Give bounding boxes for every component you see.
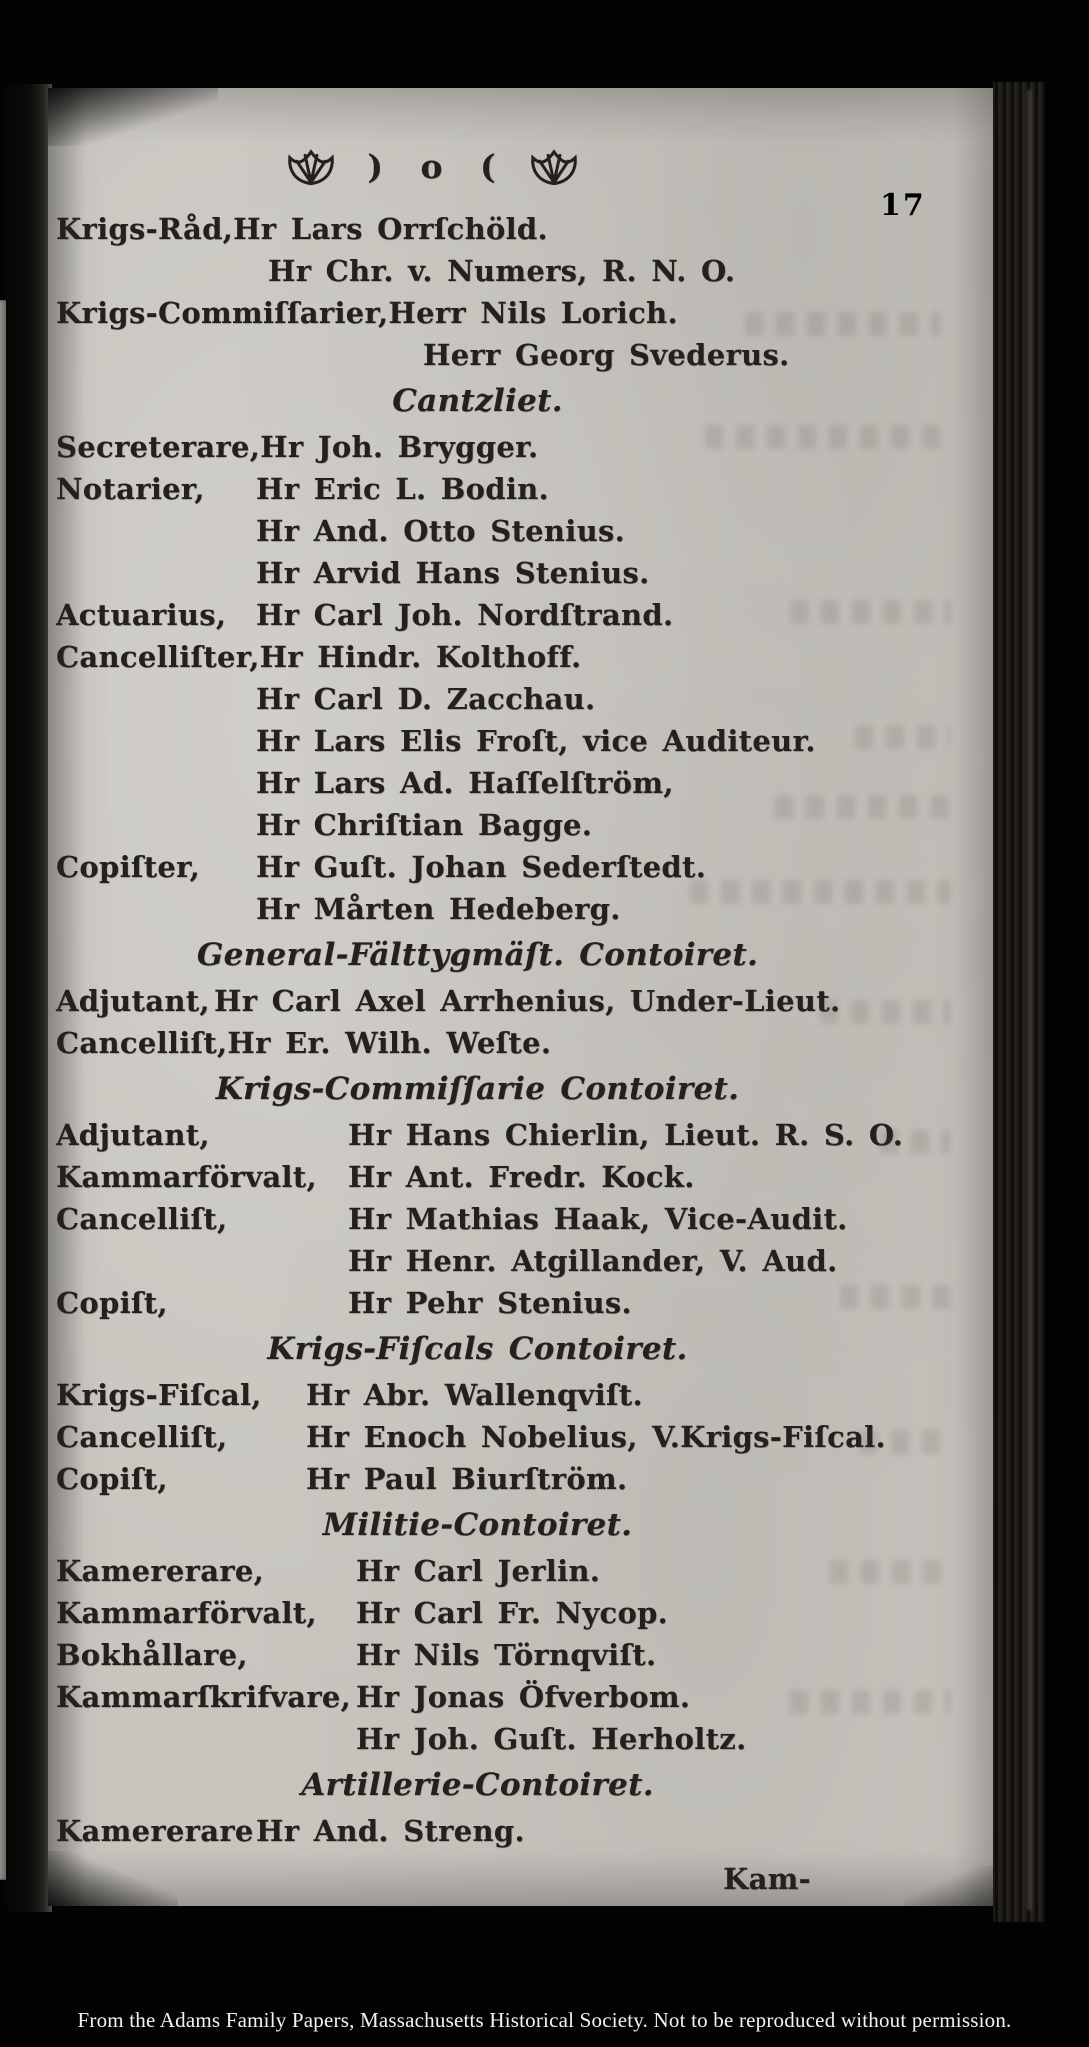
register-row <box>56 678 959 720</box>
role-label: Krigs-Råd, <box>56 212 234 246</box>
register-row <box>56 1592 959 1634</box>
bleedthrough-smudge <box>855 725 950 749</box>
role-label: Actuarius, <box>56 598 227 632</box>
register-row <box>56 552 959 594</box>
person-name: Hr Er. Wilh. Weſte. <box>227 1026 552 1060</box>
shell-ornament-icon <box>285 146 337 186</box>
person-name: Hr Carl Joh. Nordſtrand. <box>256 598 674 632</box>
person-name: Hr Chr. v. Numers, R. N. O. <box>268 254 736 288</box>
person-name: Hr Lars Orrſchöld. <box>233 212 548 246</box>
role-label: Kammarförvalt, <box>56 1160 317 1194</box>
person-name: Hr Ant. Fredr. Kock. <box>348 1160 695 1194</box>
person-name: Hr Pehr Stenius. <box>348 1286 632 1320</box>
role-label: Kammarſkrifvare, <box>56 1680 352 1714</box>
person-name: Hr Joh. Brygger. <box>260 430 539 464</box>
role-label <box>56 678 256 720</box>
person-name: Hr And. Streng. <box>256 1814 525 1848</box>
register-section <box>56 933 959 1064</box>
register-row <box>56 1114 959 1156</box>
bleedthrough-smudge <box>705 425 940 449</box>
register-row <box>56 720 959 762</box>
role-label <box>56 804 256 846</box>
ornament-separator: ) o ( <box>367 146 498 186</box>
role-label: Krigs-Commiſſarier, <box>56 296 389 330</box>
role-label: Copiſt, <box>56 1286 168 1320</box>
section-heading: Artillerie-Contoiret. <box>301 1767 654 1803</box>
bleedthrough-smudge <box>830 1560 950 1584</box>
role-label: Krigs-Fiſcal, <box>56 1378 262 1412</box>
role-label: Kamererare <box>56 1814 254 1848</box>
bleedthrough-smudge <box>880 1130 950 1154</box>
register-row <box>56 208 959 250</box>
bleedthrough-smudge <box>745 312 940 336</box>
role-label: Cancelliſt, <box>56 1420 228 1454</box>
role-label: Bokhållare, <box>56 1638 248 1672</box>
book-page-edges <box>993 82 1045 1922</box>
register-row <box>56 1458 959 1500</box>
page-edge-highlight <box>1027 90 1032 1910</box>
person-name: Hr Mårten Hedeberg. <box>256 892 621 926</box>
section-heading: General-Fälttygmäſt. Contoiret. <box>196 937 759 973</box>
bleedthrough-smudge <box>790 600 950 624</box>
role-label <box>56 720 256 762</box>
person-name: Hr Joh. Guſt. Herholtz. <box>356 1722 747 1756</box>
register-row <box>56 1374 959 1416</box>
catchword-row <box>56 1856 959 1902</box>
shell-ornament-icon <box>528 146 580 186</box>
person-name: Hr Nils Törnqviſt. <box>356 1638 657 1672</box>
register-sections <box>56 208 959 1852</box>
register-section <box>56 1503 959 1760</box>
register-row <box>56 334 959 376</box>
person-name: Hr Paul Biurſtröm. <box>306 1462 628 1496</box>
person-name: Hr Carl Fr. Nycop. <box>356 1596 669 1630</box>
person-name: Hr Carl D. Zacchau. <box>256 682 596 716</box>
bleedthrough-smudge <box>860 1430 950 1454</box>
bleedthrough-smudge <box>820 1000 950 1024</box>
person-name: Hr Abr. Wallenqviſt. <box>306 1378 643 1412</box>
register-row <box>56 250 959 292</box>
role-label: Secreterare, <box>56 430 261 464</box>
role-label <box>56 1718 356 1760</box>
person-name: Hr Carl Axel Arrhenius, Under-Lieut. <box>214 984 841 1018</box>
role-label <box>56 762 256 804</box>
role-label: Cancelliſt, <box>56 1026 228 1060</box>
role-label: Kammarförvalt, <box>56 1596 317 1630</box>
register-section <box>56 379 959 930</box>
page-number: 17 <box>880 188 926 223</box>
register-section <box>56 1327 959 1500</box>
role-label <box>56 888 256 930</box>
person-name: Hr Lars Ad. Haſſelſtröm, <box>256 766 674 800</box>
role-label <box>56 334 208 376</box>
role-label: Copiſt, <box>56 1462 168 1496</box>
person-name: Hr Chriſtian Bagge. <box>256 808 593 842</box>
person-name: Hr Lars Elis Froſt, vice Auditeur. <box>256 724 816 758</box>
role-label <box>56 250 208 292</box>
role-label: Cancelliſt, <box>56 1202 228 1236</box>
register-row <box>56 1282 959 1324</box>
section-heading: Krigs-Fiſcals Contoiret. <box>267 1331 688 1367</box>
register-row <box>56 1198 959 1240</box>
page-content <box>48 88 993 1906</box>
register-row <box>56 1810 959 1852</box>
role-label <box>56 1240 348 1282</box>
role-label <box>56 552 256 594</box>
person-name: Herr Georg Svederus. <box>423 338 790 372</box>
caption-strip <box>0 1994 1089 2047</box>
person-name: Hr Jonas Öfverbom. <box>356 1680 691 1714</box>
scanned-page <box>48 88 993 1906</box>
register-row <box>56 1634 959 1676</box>
register-row <box>56 1718 959 1760</box>
register-row <box>56 468 959 510</box>
person-name: Hr Eric L. Bodin. <box>256 472 549 506</box>
person-name: Hr Arvid Hans Stenius. <box>256 556 650 590</box>
register-row <box>56 636 959 678</box>
person-name: Hr Hindr. Kolthoff. <box>259 640 582 674</box>
register-row <box>56 1022 959 1064</box>
role-label: Kamererare, <box>56 1554 265 1588</box>
register-section <box>56 208 959 376</box>
bleedthrough-smudge <box>690 880 950 904</box>
person-name: Hr Henr. Atgillander, V. Aud. <box>348 1244 838 1278</box>
bleedthrough-smudge <box>775 795 950 819</box>
section-heading: Krigs-Commiſſarie Contoiret. <box>215 1071 740 1107</box>
register-row <box>56 510 959 552</box>
register-section <box>56 1763 959 1852</box>
register-row <box>56 1156 959 1198</box>
section-heading: Militie-Contoiret. <box>322 1507 633 1543</box>
register-section <box>56 1067 959 1324</box>
archive-caption: From the Adams Family Papers, Massachusetts Historical Society. Not to be reproduced without permission. <box>77 2008 1012 2032</box>
book-gutter-shadow <box>6 84 52 1912</box>
person-name: Hr Guſt. Johan Sederſtedt. <box>256 850 707 884</box>
section-heading: Cantzliet. <box>392 383 563 419</box>
role-label: Cancelliſter, <box>56 640 260 674</box>
role-label: Adjutant, <box>56 1118 210 1152</box>
catchword: Kam- <box>723 1862 811 1896</box>
person-name: Hr Enoch Nobelius, V.Krigs-Fiſcal. <box>306 1420 886 1454</box>
register-row <box>56 1416 959 1458</box>
header-ornament-row <box>56 134 809 198</box>
role-label: Copiſter, <box>56 850 201 884</box>
person-name: Hr And. Otto Stenius. <box>256 514 626 548</box>
person-name: Hr Hans Chierlin, Lieut. R. S. O. <box>348 1118 904 1152</box>
person-name: Hr Mathias Haak, Vice-Audit. <box>348 1202 848 1236</box>
bleedthrough-smudge <box>840 1285 950 1309</box>
register-row <box>56 1550 959 1592</box>
role-label: Notarier, <box>56 472 205 506</box>
person-name: Hr Carl Jerlin. <box>356 1554 601 1588</box>
bleedthrough-smudge <box>790 1690 950 1714</box>
role-label: Adjutant, <box>56 984 210 1018</box>
register-row <box>56 1240 959 1282</box>
role-label <box>56 510 256 552</box>
person-name: Herr Nils Lorich. <box>388 296 678 330</box>
